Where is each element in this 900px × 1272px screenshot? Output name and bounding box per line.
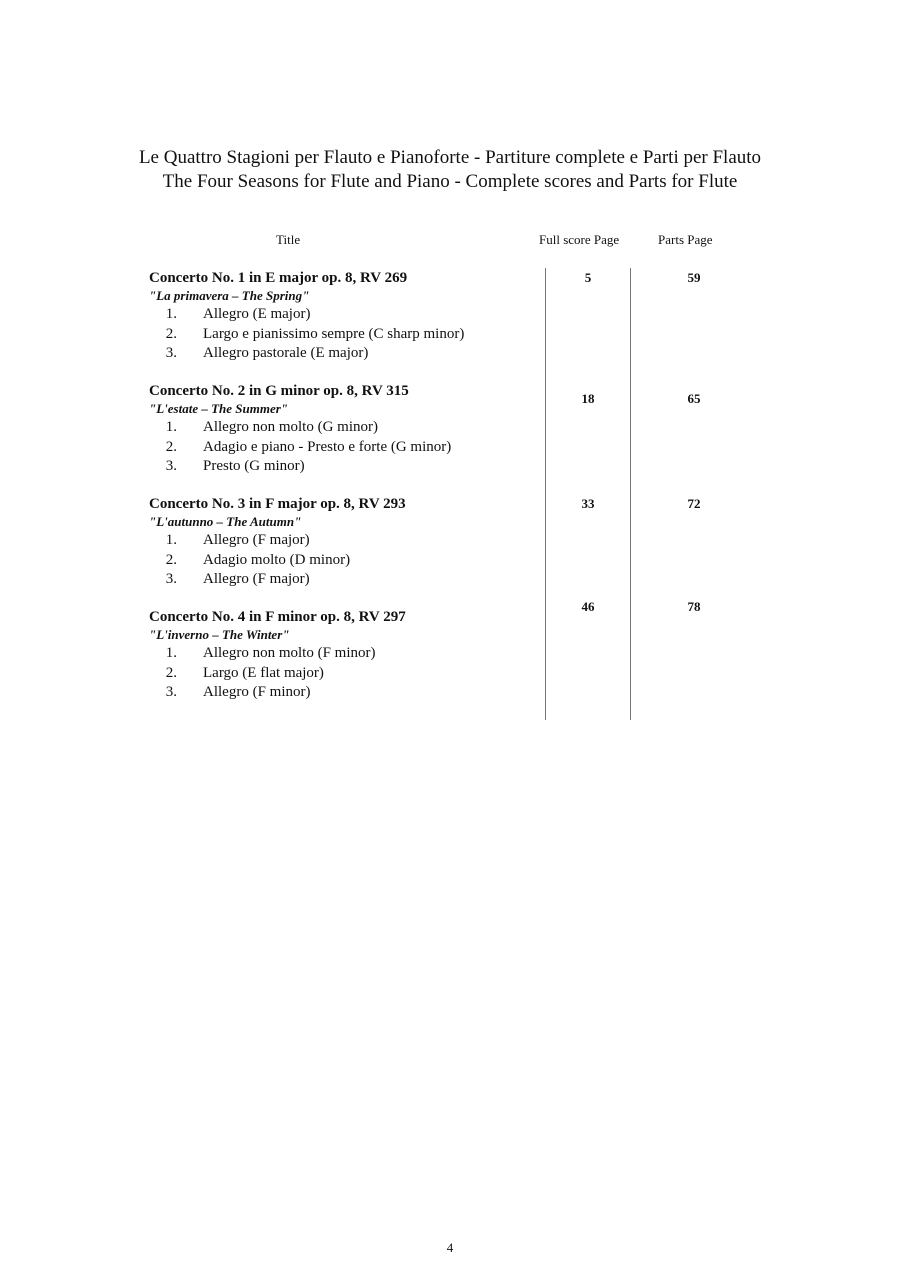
document-title-italian: Le Quattro Stagioni per Flauto e Pianoforte - Partiture complete e Parti per Flauto	[138, 147, 762, 168]
movement-name: Largo (E flat major)	[203, 664, 324, 681]
concerto-subtitle: "La primavera – The Spring"	[149, 288, 310, 303]
movement-number: 2.	[165, 325, 177, 342]
movement-name: Adagio molto (D minor)	[203, 551, 351, 568]
full-score-page-number: 18	[581, 391, 595, 406]
movement-number: 3.	[165, 345, 177, 361]
concerto-subtitle: "L'estate – The Summer"	[149, 401, 289, 416]
movement-name: Allegro pastorale (E major)	[203, 345, 369, 361]
movement-name: Allegro (F major)	[203, 532, 310, 548]
movement-item	[149, 438, 529, 458]
column-divider-left	[545, 268, 546, 720]
movement-name: Allegro non molto (F minor)	[203, 645, 376, 661]
movement-name: Allegro (F minor)	[203, 684, 311, 700]
movement-item	[149, 325, 529, 345]
concerto-title: Concerto No. 4 in F minor op. 8, RV 297	[149, 609, 406, 625]
movement-name: Presto (G minor)	[203, 458, 305, 474]
column-divider-right	[630, 268, 631, 720]
concerto-subtitle: "L'inverno – The Winter"	[149, 627, 290, 642]
parts-page-number: 72	[687, 496, 701, 511]
movement-number: 2.	[165, 664, 177, 681]
movement-item	[149, 664, 529, 684]
concerto-title: Concerto No. 2 in G minor op. 8, RV 315	[149, 383, 409, 399]
document-title-english: The Four Seasons for Flute and Piano - Complete scores and Parts for Flute	[162, 171, 738, 192]
column-header-title: Title	[276, 232, 301, 247]
movement-name: Adagio e piano - Presto e forte (G minor)	[203, 438, 452, 455]
movement-item	[149, 531, 529, 551]
full-score-page-number: 5	[584, 270, 592, 285]
parts-page-number: 59	[687, 270, 701, 285]
full-score-page-number: 46	[581, 599, 595, 614]
movement-item	[149, 644, 529, 664]
movement-item	[149, 551, 529, 571]
movement-item	[149, 344, 529, 364]
movement-number: 1.	[165, 532, 177, 548]
movement-item	[149, 570, 529, 590]
movement-number: 1.	[165, 645, 177, 661]
movement-number: 3.	[165, 684, 177, 700]
concerto-entry	[149, 269, 529, 364]
movement-number: 1.	[165, 419, 177, 435]
concerto-subtitle: "L'autunno – The Autumn"	[149, 514, 302, 529]
full-score-page-number: 33	[581, 496, 595, 511]
movement-number: 3.	[165, 458, 177, 474]
movement-name: Allegro (E major)	[203, 306, 311, 322]
movement-list	[149, 418, 529, 477]
column-header-parts-page: Parts Page	[658, 232, 713, 247]
movement-item	[149, 683, 529, 703]
movement-name: Allegro non molto (G minor)	[203, 419, 378, 435]
movement-list	[149, 644, 529, 703]
concerto-entry	[149, 495, 529, 590]
movement-list	[149, 305, 529, 364]
movement-number: 2.	[165, 551, 177, 568]
concerto-entry	[149, 608, 529, 703]
concerto-title: Concerto No. 1 in E major op. 8, RV 269	[149, 270, 408, 286]
concerto-title: Concerto No. 3 in F major op. 8, RV 293	[149, 496, 406, 512]
movement-number: 3.	[165, 571, 177, 587]
movement-item	[149, 457, 529, 477]
concerto-entry	[149, 382, 529, 477]
movement-list	[149, 531, 529, 590]
movement-number: 1.	[165, 306, 177, 322]
movement-name: Largo e pianissimo sempre (C sharp minor)	[203, 325, 465, 342]
parts-page-number: 65	[687, 391, 701, 406]
movement-number: 2.	[165, 438, 177, 455]
movement-item	[149, 418, 529, 438]
page-number-footer: 4	[446, 1240, 454, 1255]
movement-name: Allegro (F major)	[203, 571, 310, 587]
movement-item	[149, 305, 529, 325]
parts-page-number: 78	[687, 599, 701, 614]
column-header-full-score-page: Full score Page	[539, 232, 620, 247]
